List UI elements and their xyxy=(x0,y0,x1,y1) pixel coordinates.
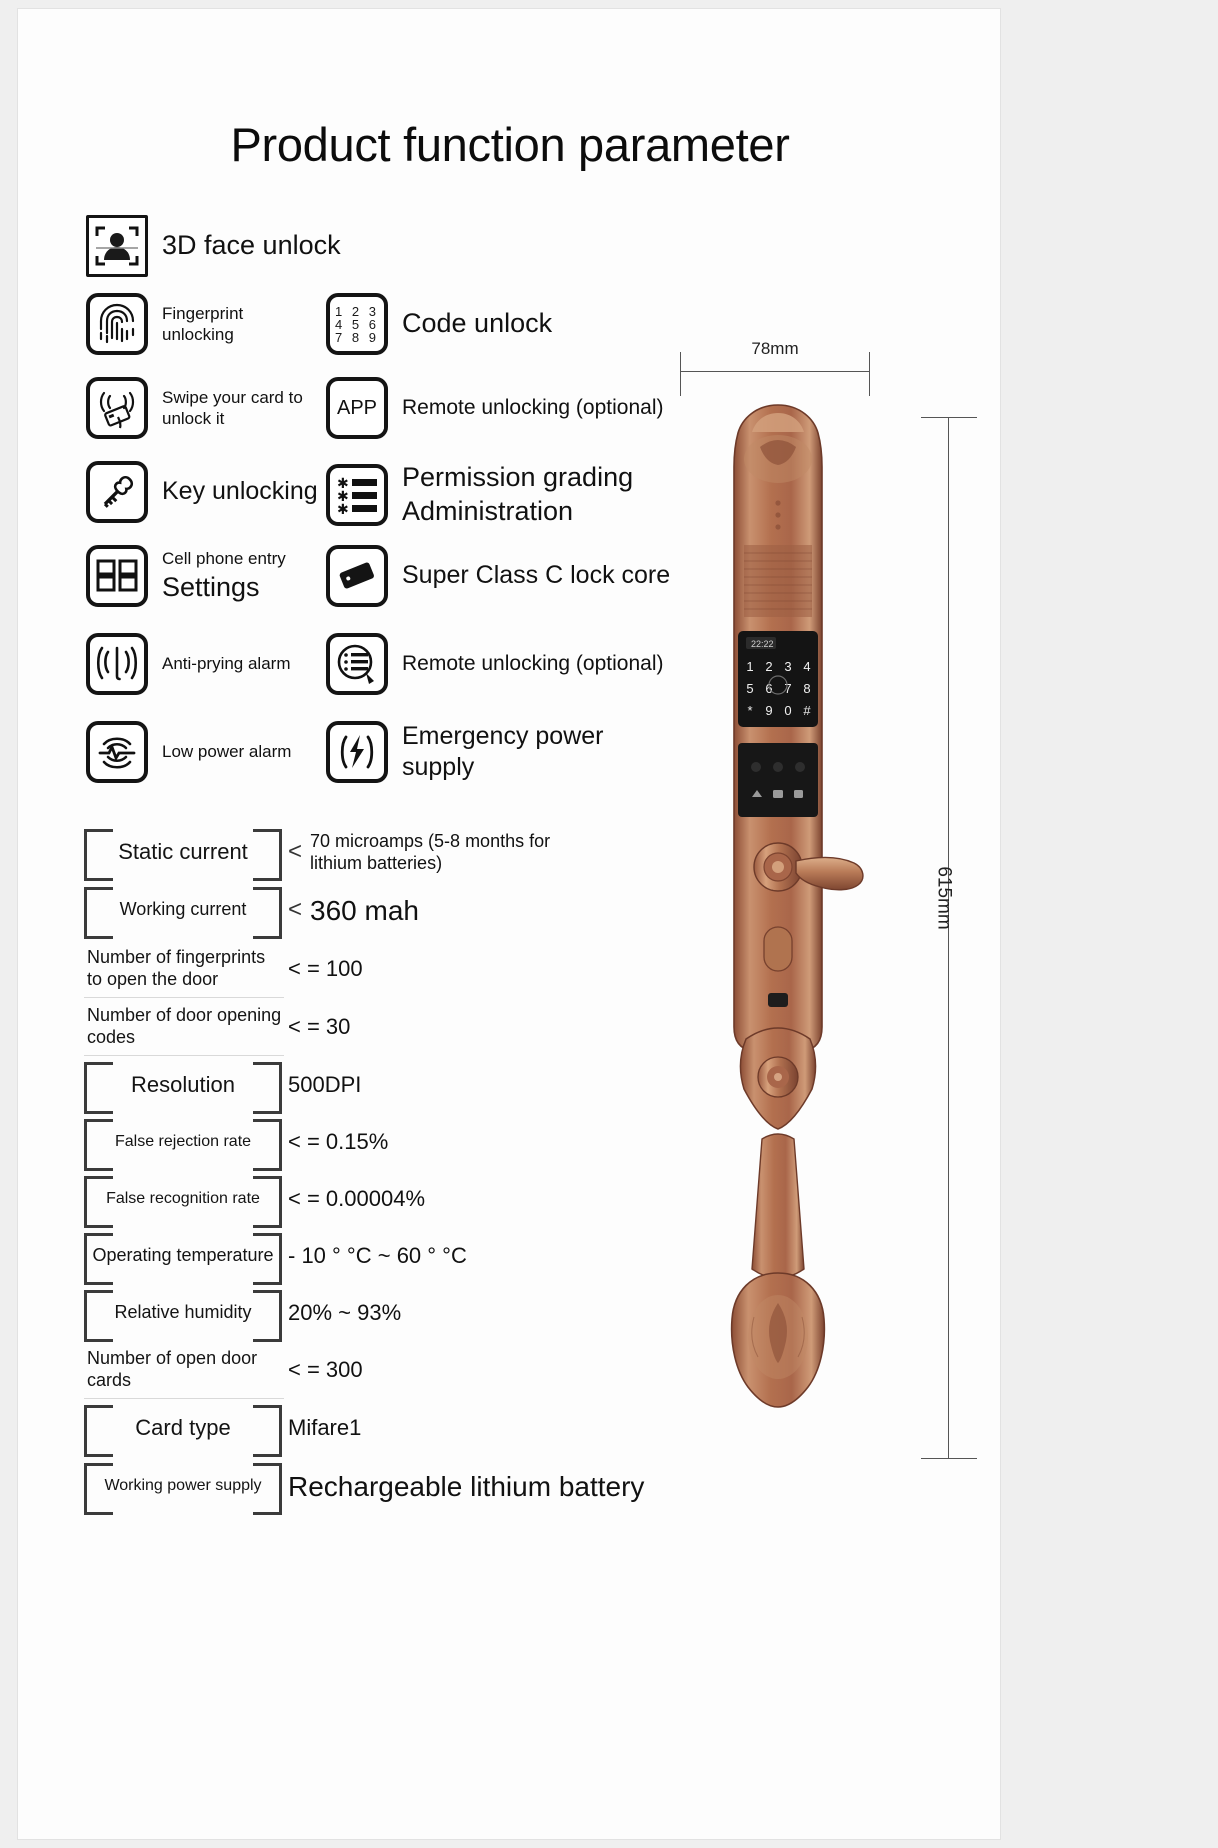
spec-row-code-count xyxy=(75,1002,695,1060)
svg-text:2: 2 xyxy=(765,659,773,674)
feature-label: Permission grading Administration xyxy=(402,462,634,526)
feature-item-emergency-power xyxy=(326,721,678,784)
svg-text:#: # xyxy=(803,703,811,718)
svg-text:1: 1 xyxy=(746,659,754,674)
app-icon xyxy=(326,377,388,439)
svg-text:0: 0 xyxy=(784,703,792,718)
spec-value: < = 300 xyxy=(288,1357,363,1383)
settings-label: Settings xyxy=(162,571,260,602)
svg-text:7: 7 xyxy=(784,681,792,696)
less-than-icon: < xyxy=(288,896,303,923)
feature-label: Swipe your card to unlock it xyxy=(162,387,303,428)
spec-key: False recognition rate xyxy=(84,1174,282,1224)
feature-label: Cell phone entry xyxy=(162,548,286,568)
feature-label: Remote unlocking (optional) xyxy=(402,395,664,419)
seven-segment-icon xyxy=(86,545,148,607)
spec-table xyxy=(75,827,695,1519)
feature-label: Fingerprint unlocking xyxy=(162,303,244,344)
spec-key: Static current xyxy=(84,827,282,877)
feature-item-fingerprint xyxy=(86,293,302,355)
key-icon xyxy=(86,461,148,523)
feature-item-key-unlocking xyxy=(86,461,318,523)
width-dimension-line xyxy=(680,371,870,372)
face-id-icon xyxy=(86,215,148,277)
feature-label: Remote unlocking (optional) xyxy=(402,651,664,675)
keypad-icon xyxy=(326,293,388,355)
feature-label: Code unlock xyxy=(402,308,553,339)
height-dimension-label: 615mm xyxy=(933,866,955,930)
spec-row-false-rejection xyxy=(75,1117,695,1174)
spec-row-working-power xyxy=(75,1461,695,1519)
spec-row-fingerprint-count xyxy=(75,944,695,1002)
lock-core-icon xyxy=(326,545,388,607)
spec-value: < = 100 xyxy=(288,956,363,982)
spec-key: Working current xyxy=(84,885,282,935)
spec-row-relative-humidity xyxy=(75,1288,695,1345)
spec-key: Relative humidity xyxy=(84,1288,282,1338)
svg-text:✱: ✱ xyxy=(337,500,349,515)
svg-text:8: 8 xyxy=(803,681,811,696)
spec-value: 20% ~ 93% xyxy=(288,1300,402,1326)
height-dimension xyxy=(918,417,978,1459)
page-title: Product function parameter xyxy=(230,118,790,171)
svg-text:*: * xyxy=(747,703,753,718)
width-dimension-label: 78mm xyxy=(751,339,799,358)
spec-value xyxy=(288,827,568,877)
spec-value-text: 360 mah xyxy=(310,894,419,926)
spec-row-false-recognition xyxy=(75,1174,695,1231)
product-image-panel xyxy=(658,339,988,1499)
spec-row-resolution xyxy=(75,1060,695,1117)
spec-key: Resolution xyxy=(84,1060,282,1110)
spec-value: Rechargeable lithium battery xyxy=(288,1470,645,1502)
feature-item-lock-core xyxy=(326,545,670,607)
spec-value xyxy=(288,885,419,935)
svg-text:4: 4 xyxy=(803,659,811,674)
svg-text:✱: ✱ xyxy=(337,487,349,504)
feature-label: 3D face unlock xyxy=(162,230,341,261)
remote-search-icon xyxy=(326,633,388,695)
app-icon-text: APP xyxy=(336,396,378,419)
feature-item-code-unlock xyxy=(326,293,552,355)
svg-text:✱: ✱ xyxy=(337,474,349,491)
spec-value-text: 70 microamps (5-8 months for lithium batteries) xyxy=(310,830,551,873)
feature-label: Key unlocking xyxy=(162,477,318,506)
svg-text:5: 5 xyxy=(746,681,754,696)
feature-item-remote-unlock-search xyxy=(326,633,663,695)
spec-row-working-current xyxy=(75,885,695,944)
less-than-icon: < xyxy=(288,838,303,865)
feature-item-anti-prying-alarm xyxy=(86,633,302,695)
keypad-icon-digits: 1 2 3 4 5 6 7 8 9 xyxy=(335,303,379,345)
height-dimension-line xyxy=(948,417,949,1459)
spec-key: Working power supply xyxy=(84,1461,282,1511)
spec-row-operating-temperature xyxy=(75,1231,695,1288)
low-battery-icon xyxy=(86,721,148,783)
spec-value: < = 30 xyxy=(288,1014,351,1040)
svg-text:6: 6 xyxy=(765,681,773,696)
lightning-icon xyxy=(326,721,388,783)
spec-value: < = 0.15% xyxy=(288,1129,389,1155)
spec-key: Operating temperature xyxy=(84,1231,282,1281)
lock-display-time: 22:22 xyxy=(751,639,774,649)
spec-value: 500DPI xyxy=(288,1072,362,1098)
feature-item-3d-face-unlock xyxy=(86,215,341,277)
feature-item-permission-grading xyxy=(326,461,672,529)
feature-item-card-swipe xyxy=(86,377,312,439)
feature-item-cell-phone-entry xyxy=(86,545,286,607)
feature-label: Super Class C lock core xyxy=(402,561,671,590)
spec-key: Number of door opening codes xyxy=(84,1002,284,1052)
feature-label: Emergency power supply xyxy=(402,722,604,782)
svg-text:3: 3 xyxy=(784,659,792,674)
spec-key: Number of fingerprints to open the door xyxy=(84,944,284,994)
spec-row-static-current xyxy=(75,827,695,885)
product-spec-page xyxy=(17,8,1001,1840)
spec-row-card-count xyxy=(75,1345,695,1403)
svg-text:9: 9 xyxy=(765,703,773,718)
feature-label: Anti-prying alarm xyxy=(162,654,291,674)
spec-value: Mifare1 xyxy=(288,1415,362,1441)
feature-label: Low power alarm xyxy=(162,742,292,762)
spec-key: Number of open door cards xyxy=(84,1345,284,1395)
fingerprint-icon xyxy=(86,293,148,355)
spec-key: Card type xyxy=(84,1403,282,1453)
spec-value: - 10 ° °C ~ 60 ° °C xyxy=(288,1243,467,1269)
feature-item-low-power-alarm xyxy=(86,721,302,783)
anti-pry-icon xyxy=(86,633,148,695)
spec-row-card-type xyxy=(75,1403,695,1461)
spec-value: < = 0.00004% xyxy=(288,1186,426,1212)
feature-item-app-remote-unlock xyxy=(326,377,663,439)
spec-key: False rejection rate xyxy=(84,1117,282,1167)
permission-list-icon xyxy=(326,464,388,526)
card-swipe-icon xyxy=(86,377,148,439)
smart-door-lock-image xyxy=(688,399,868,1459)
